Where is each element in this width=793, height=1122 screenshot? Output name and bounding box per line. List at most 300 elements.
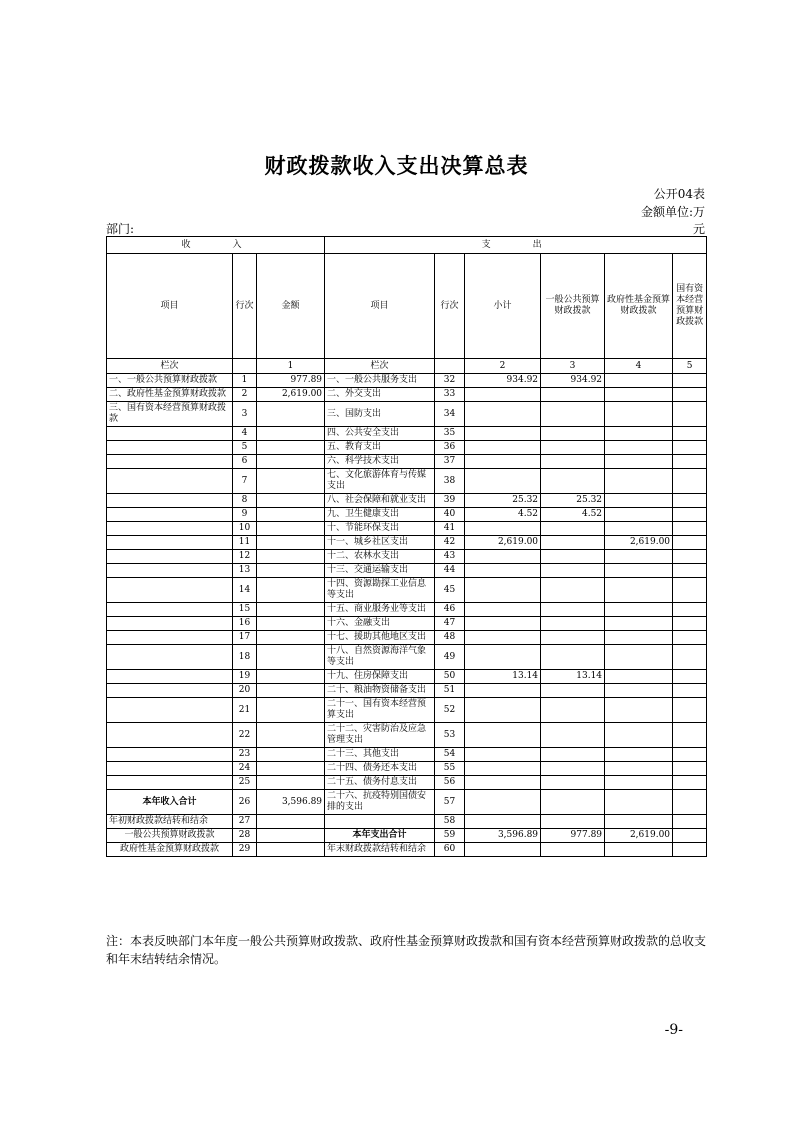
- income-item: [107, 578, 233, 603]
- expense-state-capital: [673, 402, 707, 427]
- income-amount: [257, 494, 325, 508]
- income-amount: [257, 617, 325, 631]
- col-index-5: 5: [673, 359, 707, 374]
- expense-row-no: 40: [435, 508, 465, 522]
- income-row-no: 19: [233, 670, 257, 684]
- expense-row-no: 34: [435, 402, 465, 427]
- income-row-no: 3: [233, 402, 257, 427]
- table-row: [107, 455, 707, 469]
- table-row: [107, 748, 707, 762]
- expense-state-capital: [673, 723, 707, 748]
- table-row: [107, 776, 707, 790]
- expense-gov-fund: [605, 790, 673, 815]
- income-item: [107, 617, 233, 631]
- expense-state-capital: [673, 829, 707, 843]
- expense-gov-fund: [605, 670, 673, 684]
- expense-state-capital: [673, 790, 707, 815]
- income-row-no: 22: [233, 723, 257, 748]
- expense-subtotal: [465, 441, 541, 455]
- expense-item: 十四、资源勘探工业信息等支出: [325, 578, 435, 603]
- income-amount: [257, 843, 325, 857]
- table-row: [107, 723, 707, 748]
- income-amount: [257, 578, 325, 603]
- form-number: 公开04表: [653, 187, 705, 201]
- expense-subtotal: [465, 564, 541, 578]
- expense-gov-fund: [605, 388, 673, 402]
- expense-subtotal: 2,619.00: [465, 536, 541, 550]
- expense-item: 二十二、灾害防治及应急管理支出: [325, 723, 435, 748]
- expense-item: 八、社会保障和就业支出: [325, 494, 435, 508]
- expense-general: [541, 762, 605, 776]
- income-item: [107, 441, 233, 455]
- table-row: [107, 374, 707, 388]
- income-item: [107, 522, 233, 536]
- income-row-no: 8: [233, 494, 257, 508]
- table-row: [107, 631, 707, 645]
- income-item: [107, 670, 233, 684]
- expense-general: [541, 427, 605, 441]
- expense-subtotal: [465, 603, 541, 617]
- table-row: [107, 388, 707, 402]
- income-amount: [257, 427, 325, 441]
- expense-row-no: 41: [435, 522, 465, 536]
- table-row: [107, 645, 707, 670]
- footnote: 注：本表反映部门本年度一般公共预算财政拨款、政府性基金预算财政拨款和国有资本经营预算财政拨款的总收支和年末结转结余情况。: [106, 934, 707, 966]
- expense-general: [541, 402, 605, 427]
- income-item: 一般公共预算财政拨款: [107, 829, 233, 843]
- expense-item: 七、文化旅游体育与传媒支出: [325, 469, 435, 494]
- table-row: [107, 441, 707, 455]
- table-row: [107, 698, 707, 723]
- col-item2-header: 项目: [325, 254, 435, 359]
- expense-subtotal: [465, 427, 541, 441]
- expense-subtotal: [465, 790, 541, 815]
- expense-row-no: 36: [435, 441, 465, 455]
- expense-general: [541, 603, 605, 617]
- income-item: [107, 631, 233, 645]
- income-row-no: 17: [233, 631, 257, 645]
- income-item: 三、国有资本经营预算财政拨款: [107, 402, 233, 427]
- income-item: [107, 469, 233, 494]
- expense-subtotal: [465, 631, 541, 645]
- income-amount: [257, 536, 325, 550]
- expense-state-capital: [673, 550, 707, 564]
- expense-state-capital: [673, 617, 707, 631]
- expense-state-capital: [673, 441, 707, 455]
- col-govfund-header: 政府性基金预算财政拨款: [605, 254, 673, 359]
- expense-gov-fund: [605, 603, 673, 617]
- expense-row-no: 56: [435, 776, 465, 790]
- expense-general: [541, 469, 605, 494]
- expense-gov-fund: [605, 522, 673, 536]
- income-item: [107, 776, 233, 790]
- expense-item: 五、教育支出: [325, 441, 435, 455]
- expense-general: 25.32: [541, 494, 605, 508]
- expense-state-capital: [673, 670, 707, 684]
- table-row: [107, 536, 707, 550]
- expense-subtotal: [465, 522, 541, 536]
- expense-gov-fund: [605, 564, 673, 578]
- expense-general: [541, 776, 605, 790]
- unit-label: 金额单位:万: [640, 205, 705, 219]
- expense-item: 二十六、抗疫特别国债安排的支出: [325, 790, 435, 815]
- expense-subtotal: [465, 402, 541, 427]
- expense-row-no: 39: [435, 494, 465, 508]
- expense-general: [541, 645, 605, 670]
- expense-state-capital: [673, 508, 707, 522]
- income-amount: [257, 455, 325, 469]
- expense-item: 十六、金融支出: [325, 617, 435, 631]
- expense-header: 支 出: [325, 237, 707, 254]
- income-header: 收 入: [107, 237, 325, 254]
- table-row: [107, 603, 707, 617]
- expense-gov-fund: [605, 631, 673, 645]
- expense-subtotal: 934.92: [465, 374, 541, 388]
- expense-gov-fund: 2,619.00: [605, 536, 673, 550]
- expense-item: 二十一、国有资本经营预算支出: [325, 698, 435, 723]
- income-item: [107, 698, 233, 723]
- expense-subtotal: [465, 550, 541, 564]
- expense-subtotal: [465, 388, 541, 402]
- income-row-no: 27: [233, 815, 257, 829]
- income-row-no: 25: [233, 776, 257, 790]
- expense-row-no: 57: [435, 790, 465, 815]
- table-row: [107, 670, 707, 684]
- expense-item: 四、公共安全支出: [325, 427, 435, 441]
- col-label: 栏次: [107, 359, 233, 374]
- income-amount: 2,619.00: [257, 388, 325, 402]
- income-item: [107, 536, 233, 550]
- expense-state-capital: [673, 522, 707, 536]
- income-item: [107, 723, 233, 748]
- income-amount: [257, 645, 325, 670]
- income-item: [107, 564, 233, 578]
- income-item: 一、一般公共预算财政拨款: [107, 374, 233, 388]
- expense-gov-fund: [605, 645, 673, 670]
- expense-gov-fund: [605, 402, 673, 427]
- income-amount: [257, 441, 325, 455]
- table-row: [107, 508, 707, 522]
- col-index-4: 4: [605, 359, 673, 374]
- expense-gov-fund: [605, 723, 673, 748]
- income-row-no: 20: [233, 684, 257, 698]
- expense-subtotal: [465, 815, 541, 829]
- income-amount: [257, 776, 325, 790]
- expense-subtotal: [465, 645, 541, 670]
- expense-state-capital: [673, 631, 707, 645]
- expense-state-capital: [673, 564, 707, 578]
- expense-general: [541, 790, 605, 815]
- income-amount: [257, 522, 325, 536]
- expense-gov-fund: [605, 427, 673, 441]
- income-row-no: 2: [233, 388, 257, 402]
- income-item: 本年收入合计: [107, 790, 233, 815]
- income-row-no: 23: [233, 748, 257, 762]
- expense-gov-fund: [605, 374, 673, 388]
- expense-row-no: 32: [435, 374, 465, 388]
- expense-state-capital: [673, 578, 707, 603]
- table-row: [107, 815, 707, 829]
- table-row: [107, 402, 707, 427]
- expense-general: 977.89: [541, 829, 605, 843]
- income-item: 政府性基金预算财政拨款: [107, 843, 233, 857]
- expense-gov-fund: [605, 508, 673, 522]
- expense-general: [541, 455, 605, 469]
- expense-state-capital: [673, 536, 707, 550]
- department-label: 部门:: [106, 222, 135, 236]
- expense-state-capital: [673, 776, 707, 790]
- expense-item: 十八、自然资源海洋气象等支出: [325, 645, 435, 670]
- expense-row-no: 51: [435, 684, 465, 698]
- expense-item: 三、国防支出: [325, 402, 435, 427]
- expense-item: 十五、商业服务业等支出: [325, 603, 435, 617]
- expense-general: [541, 522, 605, 536]
- expense-gov-fund: [605, 815, 673, 829]
- expense-general: [541, 748, 605, 762]
- expense-gov-fund: [605, 684, 673, 698]
- expense-row-no: 53: [435, 723, 465, 748]
- income-row-no: 9: [233, 508, 257, 522]
- expense-gov-fund: 2,619.00: [605, 829, 673, 843]
- expense-state-capital: [673, 684, 707, 698]
- table-row: [107, 843, 707, 857]
- expense-gov-fund: [605, 441, 673, 455]
- income-row-no: 14: [233, 578, 257, 603]
- expense-subtotal: 25.32: [465, 494, 541, 508]
- income-amount: [257, 815, 325, 829]
- income-row-no: 26: [233, 790, 257, 815]
- table-row: [107, 550, 707, 564]
- income-row-no: 5: [233, 441, 257, 455]
- expense-general: [541, 550, 605, 564]
- income-amount: [257, 670, 325, 684]
- expense-item: 二十五、债务付息支出: [325, 776, 435, 790]
- expense-row-no: 55: [435, 762, 465, 776]
- expense-item: 二十四、债务还本支出: [325, 762, 435, 776]
- col-item-header: 项目: [107, 254, 233, 359]
- income-item: [107, 684, 233, 698]
- expense-general: 934.92: [541, 374, 605, 388]
- income-amount: [257, 564, 325, 578]
- table-row: [107, 617, 707, 631]
- expense-row-no: 54: [435, 748, 465, 762]
- income-row-no: 15: [233, 603, 257, 617]
- income-row-no: 28: [233, 829, 257, 843]
- expense-row-no: 43: [435, 550, 465, 564]
- expense-state-capital: [673, 645, 707, 670]
- expense-general: 4.52: [541, 508, 605, 522]
- income-amount: [257, 698, 325, 723]
- income-row-no: 12: [233, 550, 257, 564]
- expense-item: 本年支出合计: [325, 829, 435, 843]
- expense-item: 二、外交支出: [325, 388, 435, 402]
- table-row: [107, 469, 707, 494]
- expense-item: 年末财政拨款结转和结余: [325, 843, 435, 857]
- income-item: [107, 748, 233, 762]
- expense-item: 六、科学技术支出: [325, 455, 435, 469]
- table-row: [107, 494, 707, 508]
- expense-subtotal: [465, 617, 541, 631]
- expense-general: [541, 388, 605, 402]
- expense-row-no: 59: [435, 829, 465, 843]
- expense-row-no: 46: [435, 603, 465, 617]
- income-amount: [257, 684, 325, 698]
- expense-general: [541, 617, 605, 631]
- expense-general: 13.14: [541, 670, 605, 684]
- expense-gov-fund: [605, 617, 673, 631]
- expense-item: 十一、城乡社区支出: [325, 536, 435, 550]
- table-row: [107, 564, 707, 578]
- table-row: [107, 578, 707, 603]
- income-amount: [257, 550, 325, 564]
- expense-item: 十、节能环保支出: [325, 522, 435, 536]
- expense-item: 一、一般公共服务支出: [325, 374, 435, 388]
- expense-gov-fund: [605, 578, 673, 603]
- expense-item: 十三、交通运输支出: [325, 564, 435, 578]
- income-item: 二、政府性基金预算财政拨款: [107, 388, 233, 402]
- income-item: [107, 494, 233, 508]
- income-amount: [257, 631, 325, 645]
- col-rowno-header: 行次: [233, 254, 257, 359]
- expense-state-capital: [673, 748, 707, 762]
- income-item: [107, 603, 233, 617]
- income-row-no: 18: [233, 645, 257, 670]
- expense-gov-fund: [605, 469, 673, 494]
- income-amount: [257, 762, 325, 776]
- expense-general: [541, 684, 605, 698]
- expense-row-no: 37: [435, 455, 465, 469]
- col-label-blank-2: [435, 359, 465, 374]
- income-amount: [257, 402, 325, 427]
- income-row-no: 11: [233, 536, 257, 550]
- income-item: [107, 645, 233, 670]
- expense-state-capital: [673, 455, 707, 469]
- col-label-blank: [233, 359, 257, 374]
- expense-general: [541, 441, 605, 455]
- income-row-no: 6: [233, 455, 257, 469]
- expense-subtotal: 13.14: [465, 670, 541, 684]
- expense-subtotal: 4.52: [465, 508, 541, 522]
- expense-item: 二十、粮油物资储备支出: [325, 684, 435, 698]
- expense-subtotal: [465, 843, 541, 857]
- income-row-no: 29: [233, 843, 257, 857]
- expense-row-no: 58: [435, 815, 465, 829]
- income-amount: [257, 603, 325, 617]
- income-amount: [257, 508, 325, 522]
- table-row: [107, 790, 707, 815]
- income-item: [107, 762, 233, 776]
- expense-subtotal: [465, 776, 541, 790]
- income-amount: [257, 829, 325, 843]
- expense-general: [541, 698, 605, 723]
- expense-state-capital: [673, 762, 707, 776]
- income-amount: 3,596.89: [257, 790, 325, 815]
- expense-subtotal: [465, 698, 541, 723]
- expense-gov-fund: [605, 494, 673, 508]
- expense-subtotal: [465, 723, 541, 748]
- expense-row-no: 49: [435, 645, 465, 670]
- col-amount-header: 金额: [257, 254, 325, 359]
- income-amount: [257, 469, 325, 494]
- expense-row-no: 44: [435, 564, 465, 578]
- income-row-no: 4: [233, 427, 257, 441]
- expense-state-capital: [673, 815, 707, 829]
- col-label-2: 栏次: [325, 359, 435, 374]
- expense-gov-fund: [605, 748, 673, 762]
- income-item: [107, 427, 233, 441]
- expense-subtotal: 3,596.89: [465, 829, 541, 843]
- col-index-1: 1: [257, 359, 325, 374]
- expense-gov-fund: [605, 698, 673, 723]
- expense-state-capital: [673, 494, 707, 508]
- expense-row-no: 48: [435, 631, 465, 645]
- expense-gov-fund: [605, 455, 673, 469]
- expense-item: 二十三、其他支出: [325, 748, 435, 762]
- income-row-no: 13: [233, 564, 257, 578]
- page-title: 财政拨款收入支出决算总表: [264, 153, 529, 178]
- col-subtotal-header: 小计: [465, 254, 541, 359]
- income-item: [107, 455, 233, 469]
- expense-item: [325, 815, 435, 829]
- expense-general: [541, 578, 605, 603]
- expense-general: [541, 843, 605, 857]
- expense-state-capital: [673, 698, 707, 723]
- expense-gov-fund: [605, 550, 673, 564]
- expense-row-no: 47: [435, 617, 465, 631]
- expense-subtotal: [465, 578, 541, 603]
- expense-general: [541, 564, 605, 578]
- col-general-header: 一般公共预算财政拨款: [541, 254, 605, 359]
- col-statecap-header: 国有资本经营预算财政拨款: [673, 254, 707, 359]
- expense-row-no: 42: [435, 536, 465, 550]
- expense-state-capital: [673, 427, 707, 441]
- income-row-no: 10: [233, 522, 257, 536]
- expense-subtotal: [465, 748, 541, 762]
- expense-row-no: 38: [435, 469, 465, 494]
- expense-subtotal: [465, 469, 541, 494]
- expense-item: 九、卫生健康支出: [325, 508, 435, 522]
- col-index-3: 3: [541, 359, 605, 374]
- expense-state-capital: [673, 469, 707, 494]
- expense-state-capital: [673, 388, 707, 402]
- expense-state-capital: [673, 603, 707, 617]
- table-row: [107, 427, 707, 441]
- expense-general: [541, 815, 605, 829]
- expense-state-capital: [673, 843, 707, 857]
- expense-subtotal: [465, 762, 541, 776]
- expense-gov-fund: [605, 762, 673, 776]
- expense-row-no: 50: [435, 670, 465, 684]
- expense-state-capital: [673, 374, 707, 388]
- table-row: [107, 522, 707, 536]
- income-item: 年初财政拨款结转和结余: [107, 815, 233, 829]
- expense-item: 十九、住房保障支出: [325, 670, 435, 684]
- expense-row-no: 60: [435, 843, 465, 857]
- table-row: [107, 762, 707, 776]
- income-row-no: 16: [233, 617, 257, 631]
- unit-label-cont: 元: [692, 222, 705, 236]
- income-item: [107, 550, 233, 564]
- fiscal-summary-table: [106, 236, 707, 857]
- expense-row-no: 45: [435, 578, 465, 603]
- expense-subtotal: [465, 684, 541, 698]
- table-row: [107, 829, 707, 843]
- income-row-no: 21: [233, 698, 257, 723]
- expense-general: [541, 631, 605, 645]
- income-amount: [257, 723, 325, 748]
- income-amount: [257, 748, 325, 762]
- expense-general: [541, 723, 605, 748]
